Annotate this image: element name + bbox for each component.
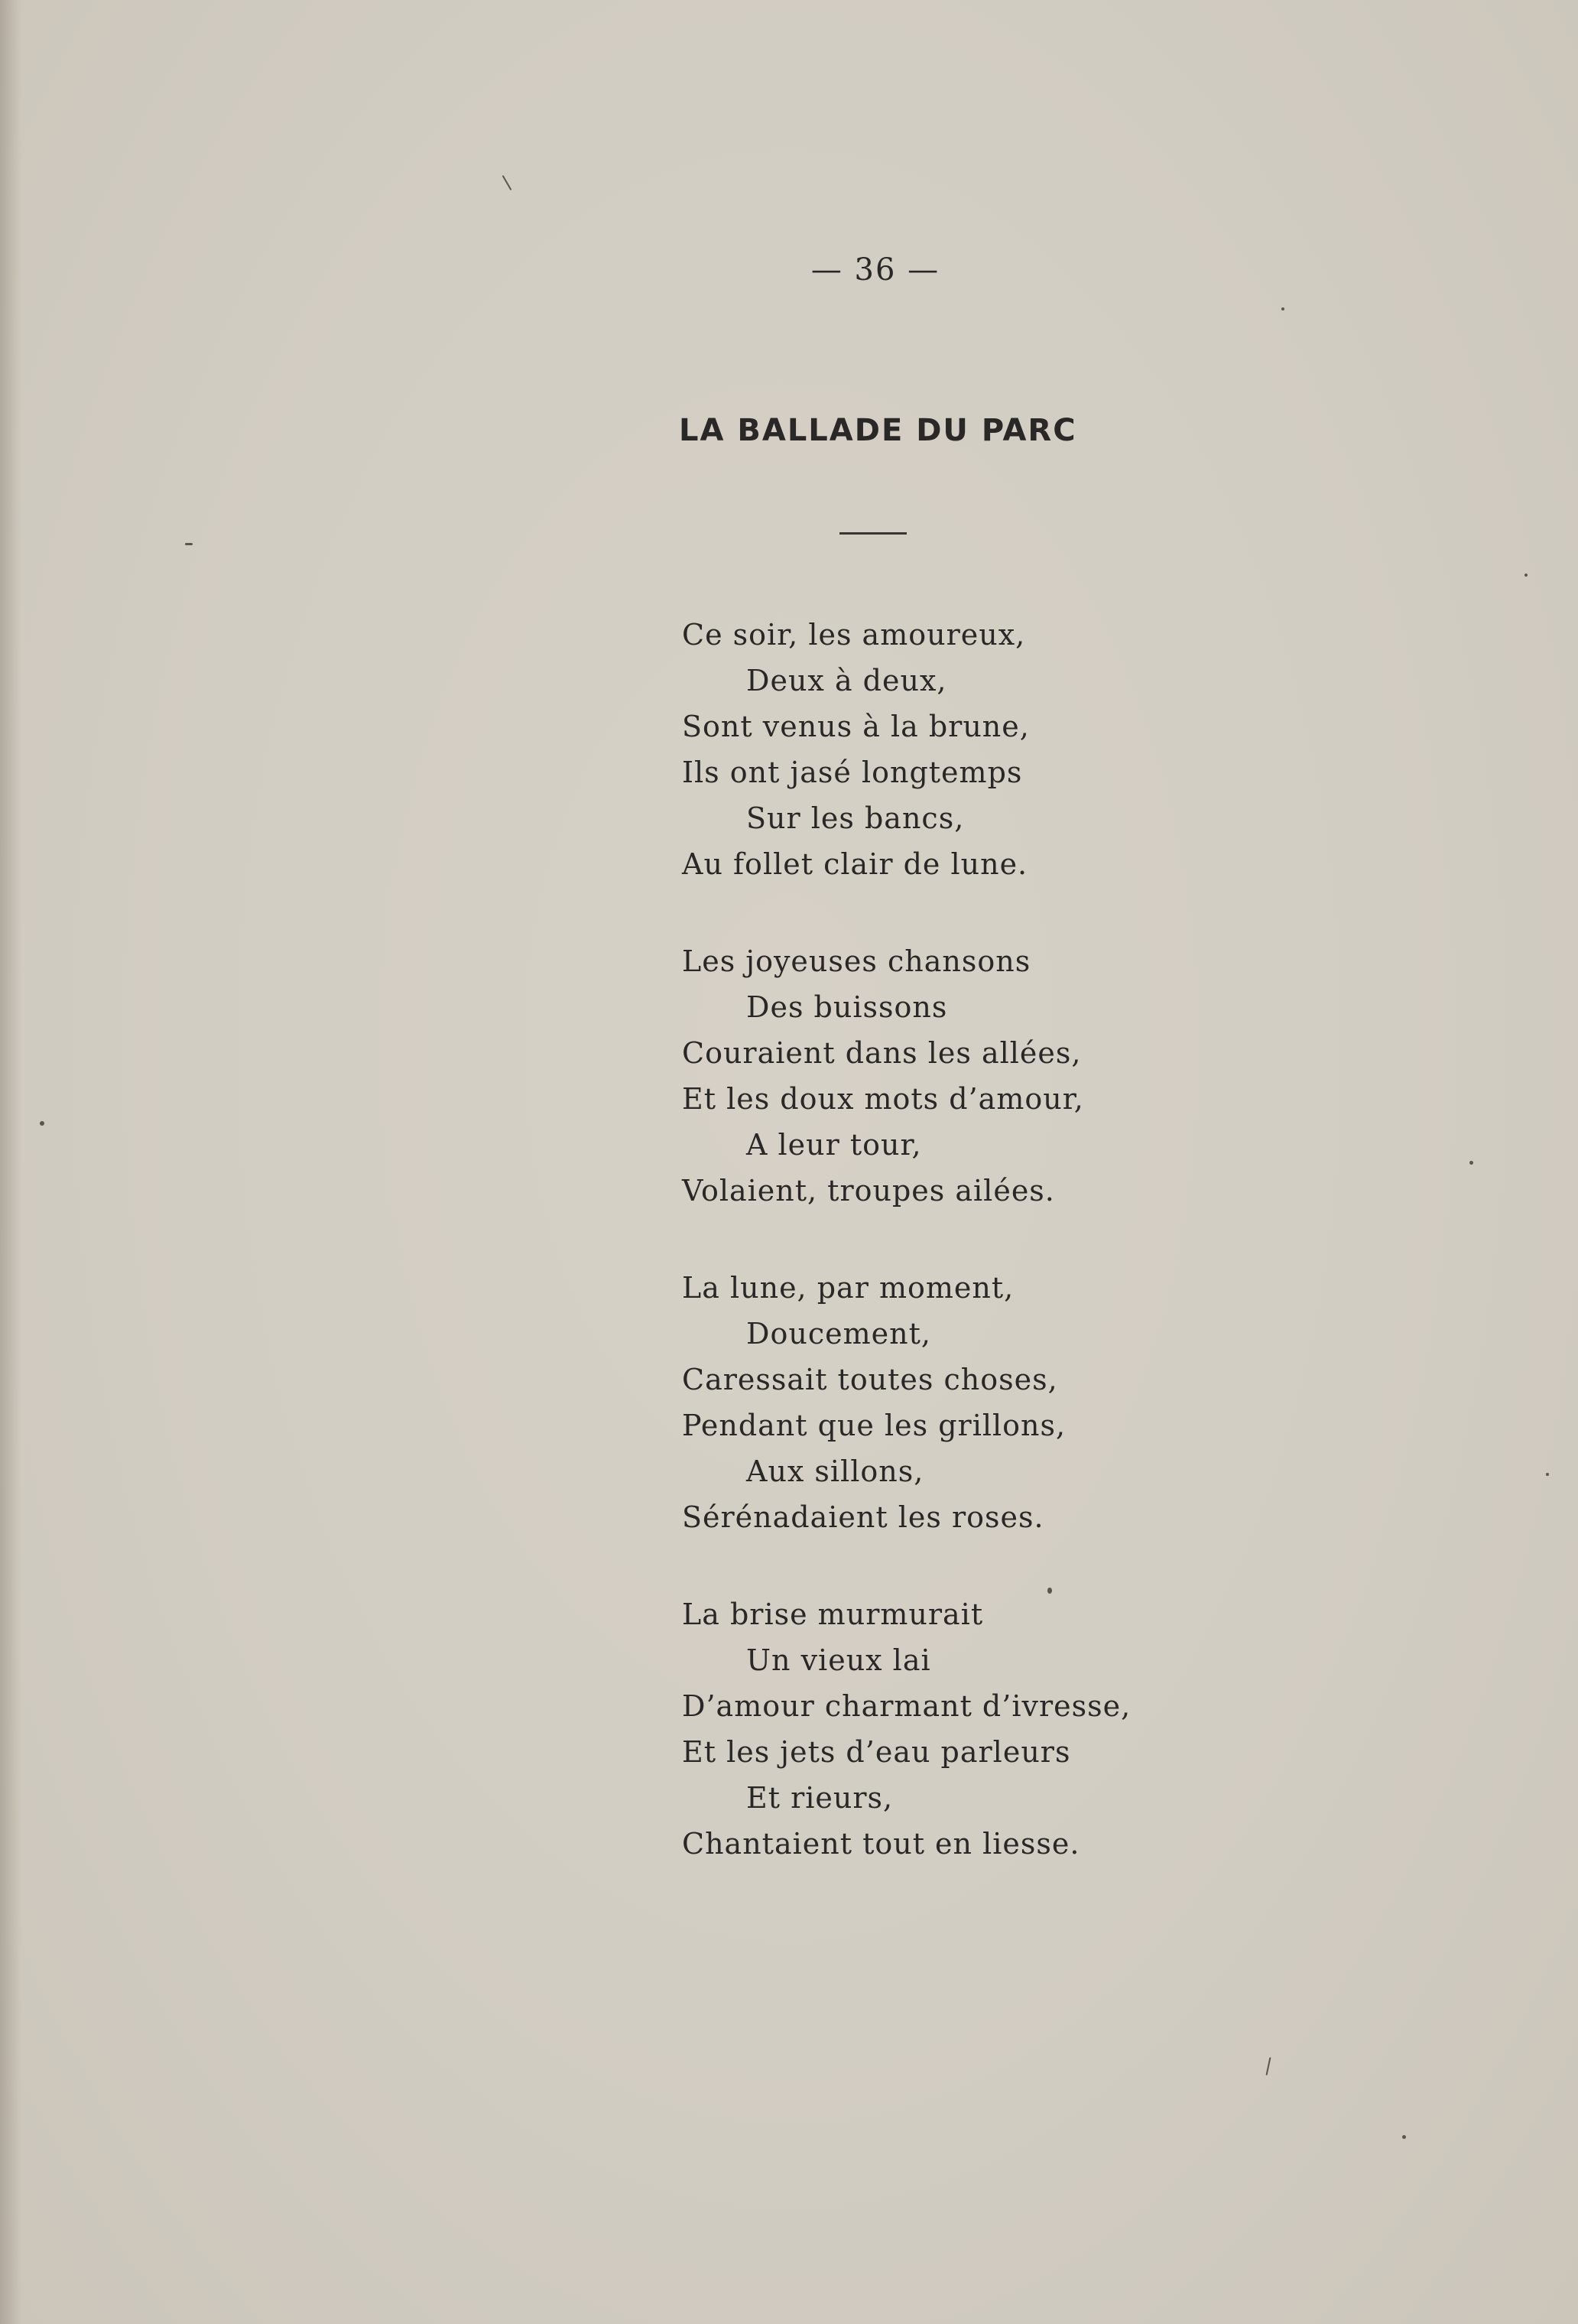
paper-speck [1402,2135,1406,2139]
verse-line: Sont venus à la brune, [682,710,1030,743]
verse-line: Et les jets d’eau parleurs [682,1735,1071,1769]
page-edge-shadow [0,0,21,2324]
verse-line: Les joyeuses chansons [682,944,1031,978]
paper-speck [1047,1588,1052,1594]
verse-line: Ils ont jasé longtemps [682,756,1023,789]
verse-line-indented: Doucement, [746,1317,931,1351]
poem-title: LA BALLADE DU PARC [679,413,1077,448]
verse-line: Chantaient tout en liesse. [682,1827,1080,1861]
verse-line: Sérénadaient les roses. [682,1500,1044,1534]
paper-speck [1546,1473,1549,1476]
title-divider [839,532,907,535]
verse-line: Ce soir, les amoureux, [682,618,1026,652]
verse-line-indented: A leur tour, [746,1128,922,1162]
paper-speck [1266,2057,1271,2075]
verse-line: Au follet clair de lune. [682,847,1028,881]
paper-speck [1524,574,1528,577]
verse-line-indented: Sur les bancs, [746,801,965,835]
poem-body [682,612,1217,1918]
verse-line: Caressait toutes choses, [682,1363,1058,1396]
verse-line-indented: Des buissons [746,990,948,1024]
verse-line: Couraient dans les allées, [682,1036,1082,1070]
verse-line-indented: Deux à deux, [746,664,947,697]
verse-line: La brise murmurait [682,1598,984,1631]
verse-line-indented: Et rieurs, [746,1781,894,1815]
page-number: — 36 — [810,252,940,288]
verse-line: Et les doux mots d’amour, [682,1082,1084,1116]
stanza-1 [682,612,1217,887]
stanza-2 [682,938,1217,1214]
stanza-3 [682,1265,1217,1540]
stanza-4 [682,1591,1217,1867]
paper-speck [185,543,193,545]
verse-line: Volaient, troupes ailées. [682,1174,1055,1208]
paper-speck [40,1121,44,1126]
paper-speck [1469,1161,1473,1165]
paper-speck [1281,307,1284,310]
verse-line: Pendant que les grillons, [682,1409,1067,1442]
paper-speck [502,175,512,190]
verse-line-indented: Aux sillons, [746,1455,924,1488]
verse-line-indented: Un vieux lai [746,1643,931,1677]
verse-line: D’amour charmant d’ivresse, [682,1689,1132,1723]
verse-line: La lune, par moment, [682,1271,1015,1305]
